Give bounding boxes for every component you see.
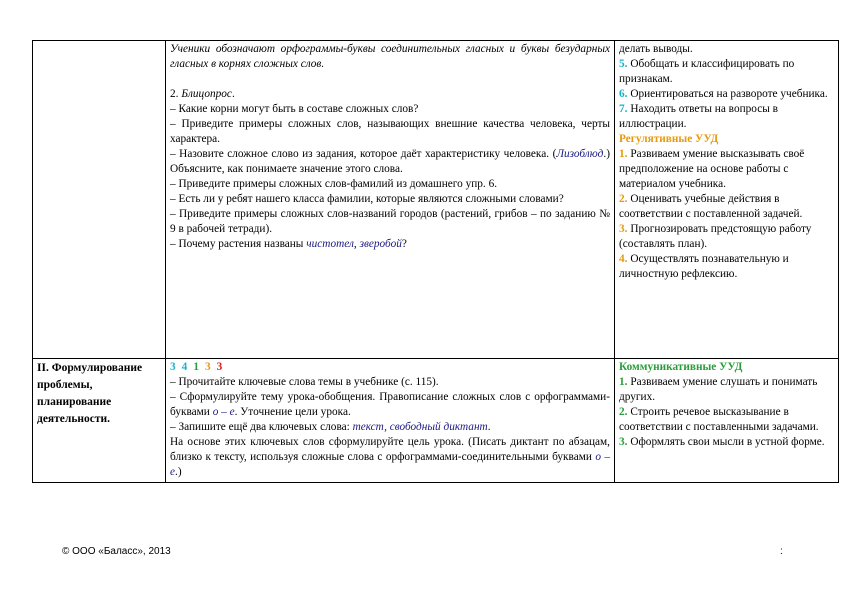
cog-item: 6. Ориентироваться на развороте учебника. [619, 88, 828, 100]
table-row [33, 41, 839, 359]
lesson-table [32, 40, 839, 483]
blitz-title: Блицопрос [181, 88, 232, 100]
question-6: – Приведите примеры сложных слов-названий городов (растений, грибов – по заданию № 9 в рабочей тетради). [170, 208, 610, 235]
example-word: зверобой [359, 238, 402, 250]
example-word: чистотел [306, 238, 354, 250]
uud-cell [615, 359, 839, 483]
stage-cell-empty [33, 41, 166, 359]
activity-cell [166, 41, 615, 359]
cog-item: 5. Обобщать и классифицировать по признакам. [619, 58, 795, 85]
question-4: – Приведите примеры сложных слов-фамилий из домашнего упр. 6. [170, 178, 498, 190]
uud-cell [615, 41, 839, 359]
code: 3 [216, 361, 223, 373]
stage-title: II. Формулирование проблемы, планирование деятельности. [33, 359, 166, 483]
comm-item: 1. Развиваем умение слушать и понимать других. [619, 376, 818, 403]
question-3: – Назовите сложное слово из задания, которое даёт характеристику человека. (Лизоблюд.) Объясните, как понимаете значение этого слова. [170, 148, 610, 175]
reg-item: 3. Прогнозировать предстоящую работу (составлять план). [619, 223, 812, 250]
communicative-uud-title: Коммуникативные УУД [619, 361, 743, 373]
uud-continuation: делать выводы. [619, 43, 693, 55]
regulative-uud-title: Регулятивные УУД [619, 133, 719, 145]
task-3: – Запишите ещё два ключевых слова: текст, свободный диктант. [170, 421, 491, 433]
reg-item: 1. Развиваем умение высказывать своё предположение на основе работы с материалом учебника. [619, 148, 805, 190]
comm-item: 2. Строить речевое высказывание в соответствии с поставленными задачами. [619, 406, 819, 433]
reg-item: 2. Оценивать учебные действия в соответствии с поставленной задачей. [619, 193, 803, 220]
question-5: – Есть ли у ребят нашего класса фамилии, которые являются сложными словами? [170, 193, 564, 205]
task-2: – Сформулируйте тему урока-обобщения. Правописание сложных слов с орфограммами-буквами о – е. Уточнение цели урока. [170, 391, 610, 418]
task-1: – Прочитайте ключевые слова темы в учебнике (с. 115). [170, 376, 439, 388]
cog-item: 7. Находить ответы на вопросы в иллюстрации. [619, 103, 778, 130]
example-word: Лизоблюд [556, 148, 604, 160]
code: 4 [181, 361, 188, 373]
activity-cell [166, 359, 615, 483]
copyright-footer: © ООО «Баласс», 2013 [62, 546, 171, 557]
question-7: – Почему растения названы чистотел, зверобой? [170, 238, 407, 250]
code: 3 [170, 361, 176, 373]
intro-text: Ученики обозначают орфограммы-буквы соединительных гласных и буквы безударных гласных в корнях сложных слов. [170, 43, 610, 70]
task-4: На основе этих ключевых слов сформулируйте цель урока. (Писать диктант по абзацам, близко к тексту, используя сложные слова с орфограммами-соединительными буквами о – е.) [170, 436, 610, 478]
question-1: – Какие корни могут быть в составе сложных слов? [170, 103, 419, 115]
code: 1 [193, 361, 199, 373]
uud-codes [170, 360, 610, 375]
page-marker: : [780, 546, 783, 557]
question-2: – Приведите примеры сложных слов, называющих внешние качества человека, черты характера. [170, 118, 610, 145]
reg-item: 4. Осуществлять познавательную и личностную рефлексию. [619, 253, 789, 280]
code: 3 [204, 361, 211, 373]
comm-item: 3. Оформлять свои мысли в устной форме. [619, 436, 825, 448]
blitz-heading: 2. Блицопрос. [170, 88, 235, 100]
table-row [33, 359, 839, 483]
